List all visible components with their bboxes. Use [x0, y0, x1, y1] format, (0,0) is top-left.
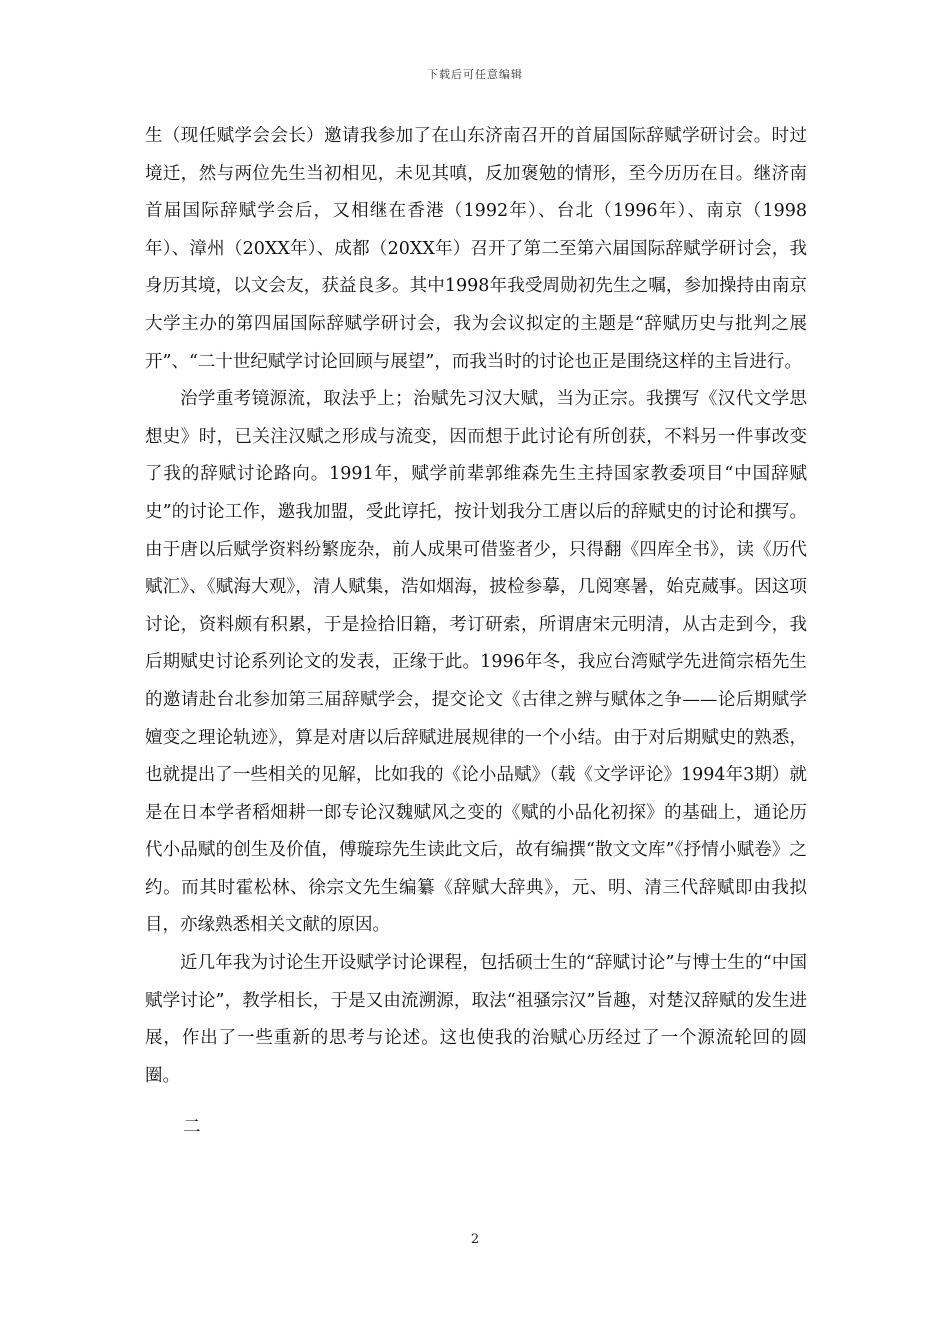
paragraph-continuation: 生（现任赋学会会长）邀请我参加了在山东济南召开的首届国际辞赋学研讨会。时过境迁，然与两位先生当初相见，未见其嗔，反加褒勉的情形，至今历历在目。继济南首届国际辞赋学会后，又相继在香港（1992年）、台北（1996年）、南京（1998年）、漳州（20XX年）、成都（20XX年）召开了第二至第六届国际辞赋学研讨会，我身历其境，以文会友，获益良多。其中1998年我受周勋初先生之嘱，参加操持由南京大学主办的第四届国际辞赋学研讨会，我为会议拟定的主题是“辞赋历史与批判之展开”、“二十世纪赋学讨论回顾与展望”，而我当时的讨论也正是围绕这样的主旨进行。 — [145, 126, 807, 372]
paragraph-source-study: 治学重考镜源流，取法乎上；治赋先习汉大赋，当为正宗。我撰写《汉代文学思想史》时，已关注汉赋之形成与流变，因而想于此讨论有所创获，不料另一件事改变了我的辞赋讨论路向。1991年，赋学前辈郭维森先生主持国家教委项目“中国辞赋史”的讨论工作，邀我加盟，受此谆托，按计划我分工唐以后的辞赋史的讨论和撰写。由于唐以后赋学资料纷繁庞杂，前人成果可借鉴者少，只得翻《四库全书》，读《历代赋汇》、《赋海大观》，清人赋集，浩如烟海，披检参摹，几阅寒暑，始克蒇事。因这项讨论，资料颇有积累，于是捡拾旧籍，考订研索，所谓唐宋元明清，从古走到今，我后期赋史讨论系列论文的发表，正缘于此。1996年冬，我应台湾赋学先进简宗梧先生的邀请赴台北参加第三届辞赋学会，提交论文《古律之辨与赋体之争——论后期赋学嬗变之理论轨迹》，算是对唐以后辞赋进展规律的一个小结。由于对后期赋史的熟悉，也就提出了一些相关的见解，比如我的《论小品赋》（载《文学评论》1994年3期）就是在日本学者稻畑耕一郎专论汉魏赋风之变的《赋的小品化初探》的基础上，通论历代小品赋的创生及价值，傅璇琮先生读此文后，故有编撰“散文文库”《抒情小赋卷》之约。而其时霍松林、徐宗文先生编纂《辞赋大辞典》，元、明、清三代辞赋即由我拟目，亦缘熟悉相关文献的原因。 — [145, 389, 807, 936]
document-body — [145, 118, 807, 1147]
page-number: 2 — [470, 1232, 480, 1247]
paragraph-teaching: 近几年我为讨论生开设赋学讨论课程，包括硕士生的“辞赋讨论”与博士生的“中国赋学讨论”，教学相长，于是又由流溯源，取法“祖骚宗汉”旨趣，对楚汉辞赋的发生进展，作出了一些重新的思考与论述。这也使我的治赋心历经过了一个源流轮回的圆圈。 — [145, 953, 807, 1086]
section-heading: 二 — [183, 1117, 201, 1138]
page-header-note: 下载后可任意编辑 — [427, 68, 523, 81]
